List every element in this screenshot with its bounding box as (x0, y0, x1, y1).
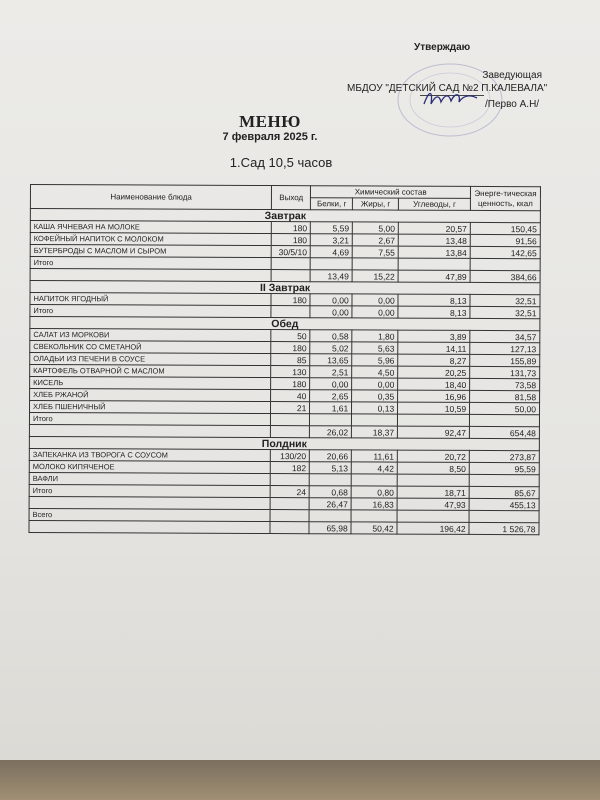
proteins-value: 0,00 (310, 306, 352, 318)
carbs-value (398, 258, 470, 270)
proteins-value: 20,66 (310, 450, 352, 462)
dish-name: ВАФЛИ (29, 472, 270, 485)
fats-value: 50,42 (351, 522, 397, 534)
carbs-value: 18,71 (397, 486, 469, 498)
floor-background (0, 760, 600, 800)
dish-yield: 21 (271, 402, 310, 414)
proteins-value: 0,68 (309, 486, 351, 498)
proteins-value: 26,02 (310, 426, 352, 438)
proteins-value: 2,65 (310, 390, 352, 402)
carbs-value: 10,59 (398, 402, 470, 414)
fats-value (352, 414, 398, 426)
fats-value: 0,13 (352, 402, 398, 414)
energy-value: 95,59 (469, 462, 539, 474)
carbs-value: 16,96 (398, 390, 470, 402)
col-chem-header: Химический состав (311, 186, 471, 199)
table-row (29, 520, 539, 534)
dish-yield (271, 270, 310, 282)
proteins-value: 13,65 (310, 354, 352, 366)
section-title: Полдник (29, 436, 539, 450)
dish-name (29, 496, 270, 509)
dish-name: Итого (30, 305, 271, 318)
section-title: Завтрак (30, 209, 540, 223)
proteins-value (310, 258, 352, 270)
dish-yield: 180 (271, 378, 310, 390)
dish-name: БУТЕРБРОДЫ С МАСЛОМ И СЫРОМ (30, 245, 271, 258)
dish-yield (271, 426, 310, 438)
carbs-value (398, 414, 470, 426)
fats-value: 5,00 (353, 222, 399, 234)
dish-yield: 180 (272, 222, 311, 234)
proteins-value: 4,69 (310, 246, 352, 258)
proteins-value: 5,13 (310, 462, 352, 474)
dish-yield: 130/20 (271, 450, 310, 462)
section-title: Обед (30, 317, 540, 331)
proteins-value: 3,21 (311, 234, 353, 246)
proteins-value: 0,00 (310, 294, 352, 306)
fats-value: 4,42 (351, 462, 397, 474)
energy-value: 85,67 (469, 486, 539, 498)
energy-value: 155,89 (470, 354, 540, 366)
fats-value: 7,55 (352, 246, 398, 258)
proteins-value: 13,49 (310, 270, 352, 282)
fats-value: 0,80 (351, 486, 397, 498)
fats-value (351, 474, 397, 486)
proteins-value: 1,61 (310, 402, 352, 414)
carbs-value: 20,25 (398, 366, 470, 378)
dish-yield (270, 474, 309, 486)
energy-value: 1 526,78 (469, 522, 539, 534)
dish-name: Итого (29, 413, 270, 426)
proteins-value: 5,59 (311, 222, 353, 234)
energy-value: 384,66 (470, 270, 540, 282)
proteins-value: 0,58 (310, 330, 352, 342)
carbs-value: 13,48 (398, 234, 470, 246)
dish-name: КОФЕЙНЫЙ НАПИТОК С МОЛОКОМ (30, 233, 271, 246)
energy-value: 127,13 (470, 342, 540, 354)
proteins-value (310, 414, 352, 426)
dish-yield: 180 (271, 342, 310, 354)
fats-value: 18,37 (352, 426, 398, 438)
dish-name (29, 520, 270, 533)
head-role: Заведующая (482, 70, 542, 81)
energy-value (470, 414, 540, 426)
dish-name: ЗАПЕКАНКА ИЗ ТВОРОГА С СОУСОМ (29, 448, 270, 461)
dish-yield (271, 258, 310, 270)
energy-value: 455,13 (469, 498, 539, 510)
fats-value (352, 258, 398, 270)
energy-value: 32,51 (470, 294, 540, 306)
carbs-value (397, 510, 469, 522)
dish-name: ОЛАДЬИ ИЗ ПЕЧЕНИ В СОУСЕ (30, 353, 271, 366)
carbs-value: 47,93 (397, 498, 469, 510)
fats-value: 5,96 (352, 354, 398, 366)
fats-value: 0,00 (352, 378, 398, 390)
energy-value (469, 510, 539, 522)
carbs-value: 8,50 (397, 462, 469, 474)
organization-name: МБДОУ "ДЕТСКИЙ САД №2 П.КАЛЕВАЛА" (347, 83, 548, 94)
energy-value (469, 474, 539, 486)
energy-value: 91,56 (470, 234, 540, 246)
fats-value (351, 510, 397, 522)
col-energy-header: Энерге-тическая ценность, ккал (470, 186, 540, 210)
energy-value: 273,87 (469, 450, 539, 462)
fats-value: 0,00 (352, 294, 398, 306)
dish-yield: 24 (270, 486, 309, 498)
energy-value: 150,45 (470, 222, 540, 234)
energy-value: 32,51 (470, 306, 540, 318)
carbs-value: 3,89 (398, 330, 470, 342)
energy-value: 142,65 (470, 246, 540, 258)
dish-yield (271, 306, 310, 318)
energy-value: 50,00 (470, 402, 540, 414)
handwritten-signature (421, 88, 481, 110)
carbs-value: 20,72 (397, 450, 469, 462)
menu-date: 7 февраля 2025 г. (222, 131, 318, 143)
section-title: II Завтрак (30, 281, 540, 295)
dish-name: Итого (29, 484, 270, 497)
proteins-value (309, 474, 351, 486)
energy-value: 81,58 (470, 390, 540, 402)
dish-name: КАША ЯЧНЕВАЯ НА МОЛОКЕ (30, 221, 271, 234)
dish-yield (271, 414, 310, 426)
dish-yield: 30/5/10 (271, 246, 310, 258)
energy-value: 654,48 (469, 426, 539, 438)
dish-name: СВЕКОЛЬНИК СО СМЕТАНОЙ (30, 341, 271, 354)
dish-name (30, 269, 271, 282)
document-title: МЕНЮ (239, 112, 301, 131)
proteins-value: 5,02 (310, 342, 352, 354)
col-fats-header: Жиры, г (353, 198, 399, 210)
dish-name: КАРТОФЕЛЬ ОТВАРНОЙ С МАСЛОМ (30, 365, 271, 378)
dish-name: ХЛЕБ ПШЕНИЧНЫЙ (30, 401, 271, 414)
dish-yield: 180 (271, 294, 310, 306)
menu-body (29, 209, 540, 535)
dish-name: НАПИТОК ЯГОДНЫЙ (30, 293, 271, 306)
group-label: 1.Сад 10,5 часов (229, 155, 333, 170)
dish-yield: 180 (272, 234, 311, 246)
energy-value: 34,57 (470, 330, 540, 342)
col-proteins-header: Белки, г (311, 198, 353, 210)
dish-yield: 85 (271, 354, 310, 366)
dish-name: МОЛОКО КИПЯЧЕНОЕ (29, 460, 270, 473)
fats-value: 2,67 (352, 234, 398, 246)
carbs-value: 8,27 (398, 354, 470, 366)
dish-yield: 40 (271, 390, 310, 402)
dish-name: Итого (30, 257, 271, 270)
proteins-value: 2,51 (310, 366, 352, 378)
dish-yield: 130 (271, 366, 310, 378)
proteins-value: 65,98 (309, 522, 351, 534)
carbs-value: 20,57 (398, 222, 470, 234)
carbs-value (397, 474, 469, 486)
proteins-value: 0,00 (310, 378, 352, 390)
fats-value: 11,61 (352, 450, 398, 462)
fats-value: 5,63 (352, 342, 398, 354)
dish-name: КИСЕЛЬ (30, 377, 271, 390)
approve-label: Утверждаю (414, 42, 471, 53)
fats-value: 1,80 (352, 330, 398, 342)
carbs-value: 92,47 (398, 426, 470, 438)
dish-yield (270, 510, 309, 522)
dish-name: Всего (29, 508, 270, 521)
carbs-value: 47,89 (398, 270, 470, 282)
fats-value: 0,00 (352, 306, 398, 318)
energy-value (470, 258, 540, 270)
signer-name: /Перво А.Н/ (485, 99, 540, 110)
dish-yield (270, 522, 309, 534)
dish-yield: 182 (271, 462, 310, 474)
fats-value: 16,83 (351, 498, 397, 510)
menu-table (28, 184, 541, 535)
col-name-header: Наименование блюда (30, 185, 271, 210)
proteins-value (309, 510, 351, 522)
carbs-value: 18,40 (398, 378, 470, 390)
proteins-value: 26,47 (309, 498, 351, 510)
dish-name (29, 424, 270, 437)
energy-value: 73,58 (470, 378, 540, 390)
carbs-value: 13,84 (398, 246, 470, 258)
col-carbs-header: Углеводы, г (399, 198, 471, 210)
col-yield-header: Выход (272, 186, 311, 210)
energy-value: 131,73 (470, 366, 540, 378)
carbs-value: 196,42 (397, 522, 469, 534)
dish-name: САЛАТ ИЗ МОРКОВИ (30, 329, 271, 342)
dish-yield (270, 498, 309, 510)
carbs-value: 14,11 (398, 342, 470, 354)
fats-value: 15,22 (352, 270, 398, 282)
carbs-value: 8,13 (398, 294, 470, 306)
dish-yield: 50 (271, 330, 310, 342)
carbs-value: 8,13 (398, 306, 470, 318)
fats-value: 0,35 (352, 390, 398, 402)
dish-name: ХЛЕБ РЖАНОЙ (30, 389, 271, 402)
fats-value: 4,50 (352, 366, 398, 378)
